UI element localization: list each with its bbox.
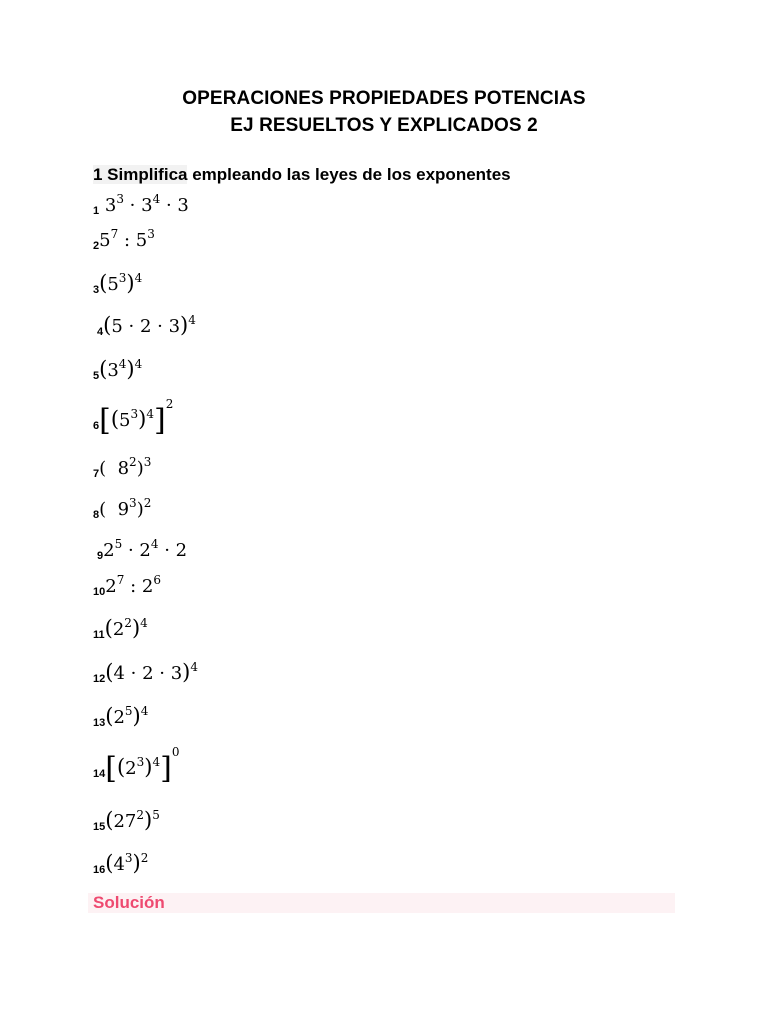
exercise-15 [93,808,160,833]
exercise-number: 16 [93,864,106,876]
exercise-4 [97,313,196,338]
exercise-13 [93,704,148,729]
exercise-12 [93,660,198,685]
exercise-number: 7 [93,468,100,480]
exercise-number: 5 [93,370,100,382]
instruction [93,165,511,185]
exercise-9 [97,537,188,562]
exercise-expression: $3^3 \cdot 3^4 \cdot 3$ [104,192,189,216]
exercise-number: 6 [93,420,100,432]
exercise-3 [93,271,142,296]
exercise-expression: $(2^2)^4$ [104,616,148,640]
exercise-expression: $2^5 \cdot 2^4 \cdot 2$ [103,537,188,561]
exercise-number: 14 [93,768,106,780]
exercise-number: 10 [93,586,106,598]
exercise-5 [93,357,142,382]
exercise-7 [93,455,152,480]
exercise-2 [93,227,155,252]
exercise-expression: $2^7$ : $2^6$ [105,573,161,597]
exercise-number: 15 [93,821,106,833]
exercise-expression: $(3^4)^4$ [99,357,143,381]
exercise-expression: $(2^5)^4$ [105,704,149,728]
exercise-number: 1 [93,205,100,217]
exercise-expression: ( $9^3)^2$ [99,496,152,520]
exercise-11 [93,616,148,641]
exercise-expression: ( $8^2)^3$ [99,455,152,479]
exercise-expression: $[(2^3)^4]^0$ [105,745,180,786]
exercise-number: 13 [93,717,106,729]
exercise-number: 12 [93,673,106,685]
exercise-1 [93,192,189,217]
instruction-rest: empleando las leyes de los exponentes [187,165,511,184]
exercise-number: 11 [93,629,105,641]
exercise-expression: $(4 \cdot 2 \cdot 3)^4$ [105,660,198,684]
exercise-expression: $(27^2)^5$ [105,808,160,832]
solution-banner[interactable] [88,893,675,913]
exercise-6 [93,397,174,438]
exercise-expression: $[(5^3)^4]^2$ [99,397,174,438]
exercise-8 [93,496,152,521]
exercise-number: 9 [97,550,104,562]
exercise-number: 8 [93,509,100,521]
page-title-line2: EJ RESUELTOS Y EXPLICADOS 2 [230,115,538,136]
exercise-16 [93,851,148,876]
instruction-lead: 1 Simplifica [93,165,188,184]
solution-label[interactable]: Solución [93,893,165,912]
page-title-line1: OPERACIONES PROPIEDADES POTENCIAS [182,88,586,109]
exercise-number: 3 [93,284,100,296]
exercise-number: 4 [97,326,104,338]
exercise-expression: $(5^3)^4$ [99,271,143,295]
exercise-number: 2 [93,240,100,252]
exercise-expression: $(4^3)^2$ [105,851,149,875]
exercise-10 [93,573,161,598]
exercise-expression: $(5 \cdot 2 \cdot 3)^4$ [103,313,196,337]
exercise-14 [93,745,180,786]
exercise-expression: $5^7$ : $5^3$ [99,227,155,251]
